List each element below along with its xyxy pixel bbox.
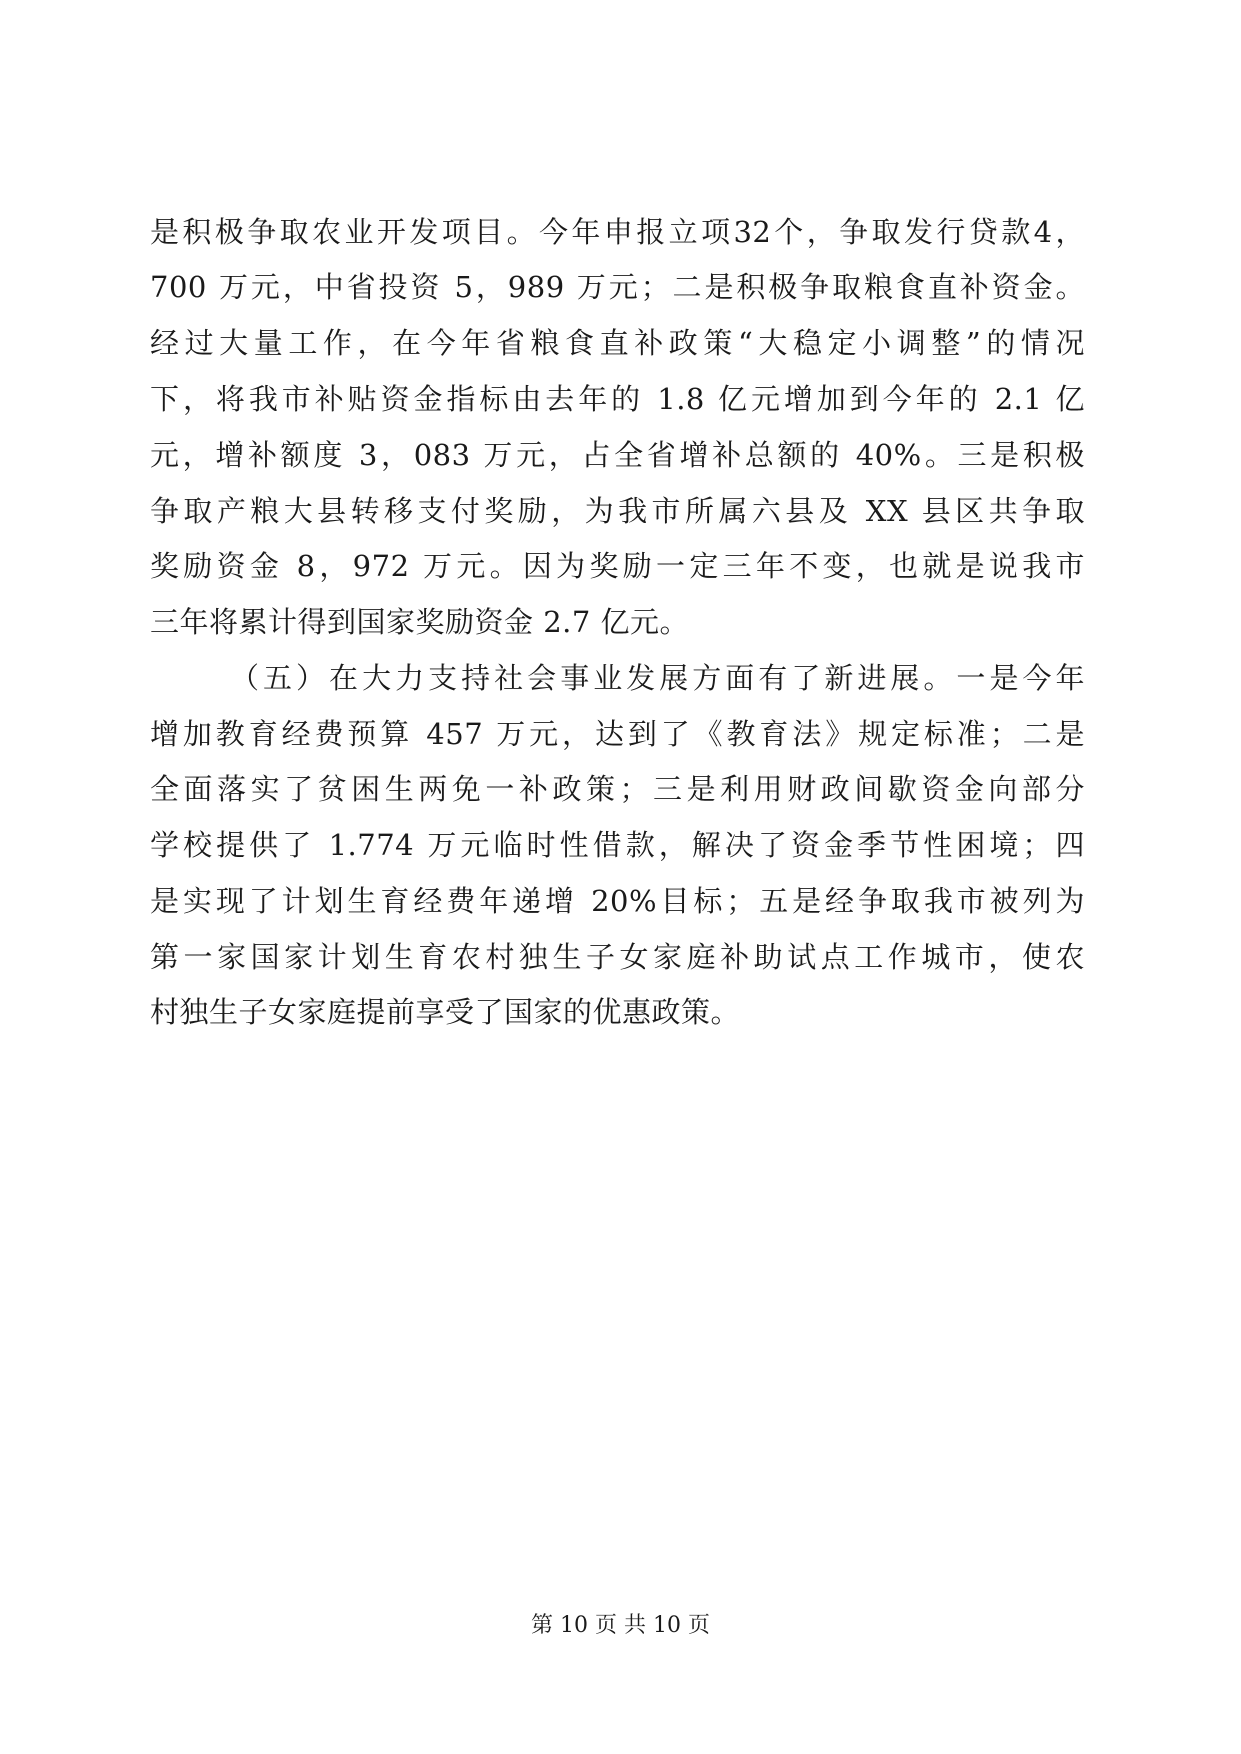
paragraph-line: 元，增补额度 3，083 万元，占全省增补总额的 40%。三是积极 (150, 438, 1085, 472)
paragraph-line: 奖励资金 8，972 万元。因为奖励一定三年不变，也就是说我市 (150, 549, 1085, 583)
paragraph-line: 全面落实了贫困生两免一补政策；三是利用财政间歇资金向部分 (150, 772, 1085, 806)
paragraph-line: 第一家国家计划生育农村独生子女家庭补助试点工作城市，使农 (150, 940, 1085, 974)
paragraph-line: 争取产粮大县转移支付奖励，为我市所属六县及 XX 县区共争取 (150, 494, 1085, 528)
paragraph-line: 经过大量工作，在今年省粮食直补政策“大稳定小调整”的情况 (150, 326, 1085, 360)
paragraph-line: 700 万元，中省投资 5，989 万元；二是积极争取粮食直补资金。 (150, 270, 1085, 304)
paragraph-line: 村独生子女家庭提前享受了国家的优惠政策。 (150, 995, 741, 1029)
page-number: 第 10 页 共 10 页 (531, 1613, 710, 1638)
paragraph-line: 是积极争取农业开发项目。今年申报立项32个，争取发行贷款4， (150, 215, 1085, 249)
paragraph-line: 三年将累计得到国家奖励资金 2.7 亿元。 (150, 605, 690, 639)
paragraph-line: 是实现了计划生育经费年递增 20%目标；五是经争取我市被列为 (150, 884, 1085, 918)
paragraph-line: 下，将我市补贴资金指标由去年的 1.8 亿元增加到今年的 2.1 亿 (150, 382, 1085, 416)
paragraph-line: 学校提供了 1.774 万元临时性借款，解决了资金季节性困境；四 (150, 828, 1085, 862)
paragraph-line: （五）在大力支持社会事业发展方面有了新进展。一是今年 (230, 661, 1085, 695)
paragraph-line: 增加教育经费预算 457 万元，达到了《教育法》规定标准；二是 (150, 717, 1085, 751)
